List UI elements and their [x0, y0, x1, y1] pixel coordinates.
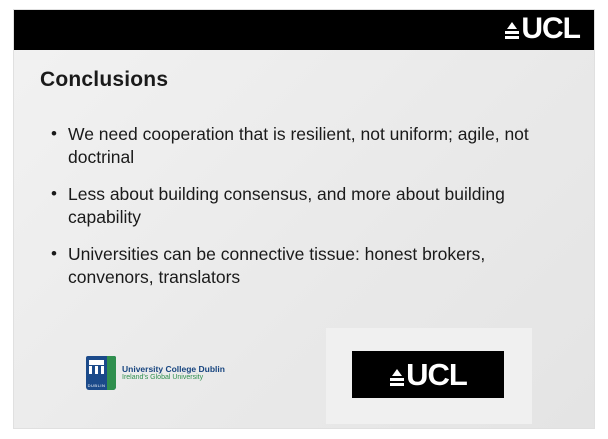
ucl-logo-panel: [326, 328, 532, 424]
slide-header-bar: [14, 10, 594, 50]
list-item: [44, 183, 564, 229]
ucd-logo-text: [122, 364, 225, 382]
bullet-text: Universities can be connective tissue: honest brokers, convenors, translators: [68, 243, 486, 287]
slide-content: [14, 10, 594, 428]
footer-ucl-logo-text: UCL: [406, 357, 467, 392]
ucd-name: University College Dublin: [122, 363, 225, 374]
bullet-list: [44, 123, 564, 303]
list-item: [44, 123, 564, 169]
ucd-logo: [86, 356, 225, 390]
bullet-text: Less about building consensus, and more about building capability: [68, 183, 505, 227]
list-item: [44, 243, 564, 289]
bullet-text: We need cooperation that is resilient, not uniform; agile, not doctrinal: [68, 124, 529, 167]
header-ucl-logo-text: UCL: [521, 12, 580, 45]
slide-title: Conclusions: [40, 68, 169, 91]
ucl-triangle-bars-icon: [389, 366, 405, 388]
bullet-marker: •: [51, 124, 57, 143]
bullet-marker: •: [51, 183, 57, 203]
ucd-shield-label: DUBLIN: [87, 383, 106, 388]
ucd-tagline: Ireland's Global University: [122, 373, 204, 381]
footer-ucl-logo: [352, 351, 504, 398]
bullet-marker: •: [51, 243, 57, 263]
header-ucl-logo: [504, 12, 580, 46]
ucd-shield-icon: [86, 356, 116, 390]
slide-footer-logos: [14, 328, 594, 424]
ucl-triangle-bars-icon: [504, 19, 520, 41]
